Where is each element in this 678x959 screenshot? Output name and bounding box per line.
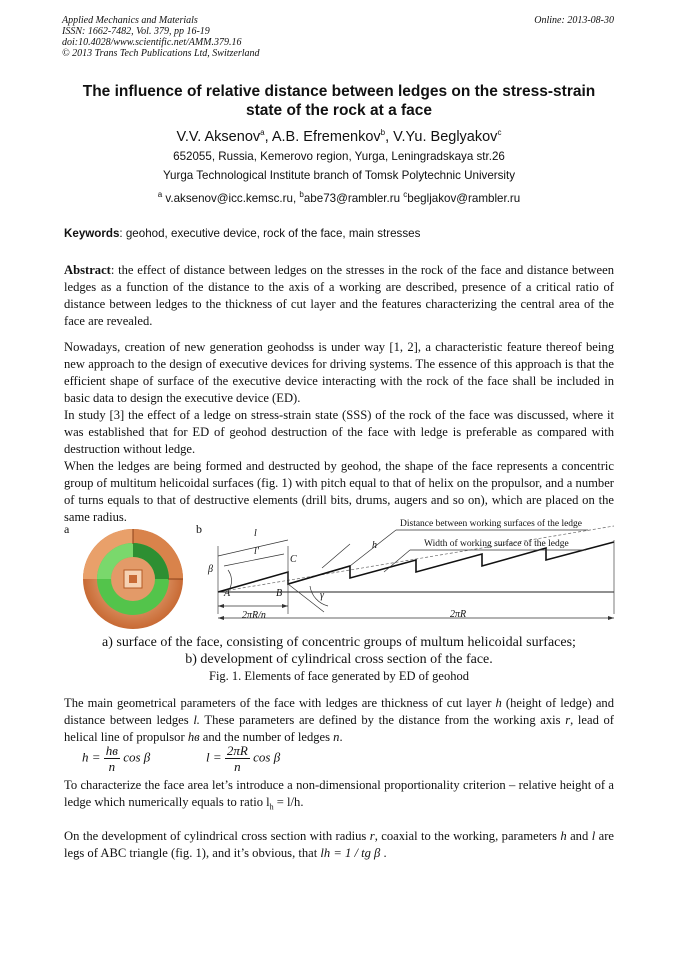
formula-l: l = $\frac{2\pi R}{n}$ cos β	[206, 743, 281, 774]
figure-label-b: b	[196, 522, 202, 536]
formula-h: h = $\frac{hв}{n}$ cos β	[82, 743, 151, 774]
author-2: , A.B. Efremenkov	[264, 128, 381, 145]
params-paragraph: The main geometrical parameters of the face with ledges are thickness of cut layer h (height of ledge) and distance between ledges l. These parameters are defined by the distance from the working axis r, lead of helical line of propulsor hв and the number of ledges n.	[64, 696, 614, 744]
email-c-sup: c	[403, 190, 408, 199]
label-h: h	[372, 540, 377, 551]
figure-caption-b: b) development of cylindrical cross section of the face.	[185, 652, 493, 667]
last-paragraph: On the development of cylindrical cross section with radius r, coaxial to the working, parameters h and l are legs of ABC triangle (fig. 1), and it’s obvious, that lh = 1 / tg β .	[64, 829, 614, 860]
email-a[interactable]: v.aksenov@icc.kemsc.ru,	[162, 191, 300, 205]
authors	[40, 124, 638, 146]
author-2-sup: b	[380, 128, 386, 137]
annot-width: Width of working surface of the ledge	[424, 539, 569, 549]
email-c[interactable]: begljakov@rambler.ru	[407, 191, 521, 205]
figure-caption: Fig. 1. Elements of face generated by ED of geohod	[209, 669, 469, 683]
keywords-label: Keywords	[64, 227, 120, 240]
issn: ISSN: 1662-7482, Vol. 379, pp 16-19	[62, 26, 210, 37]
journal-name: Applied Mechanics and Materials	[62, 15, 198, 26]
body-text	[64, 339, 614, 526]
label-gamma: γ	[320, 590, 324, 601]
affiliation-institute: Yurga Technological Institute branch of Tomsk Polytechnic University	[162, 169, 516, 182]
affiliation	[40, 150, 638, 206]
figure-1	[64, 519, 624, 634]
abstract-text: : the effect of distance between ledges on the stresses in the rock of the face and distance between ledges as a function of the distance to the axis of a working are described, presence of a critical ratio of distance between ledges to the thickness of cut layer and the features characterizing the central area of the face are revealed.	[64, 263, 614, 328]
label-l-prime: l'	[254, 546, 259, 557]
paper-title	[40, 82, 638, 120]
paragraph-3: When the ledges are being formed and destructed by geohod, the shape of the face represents a concentric group of multitum helicoidal surfaces (fig. 1) with pitch equal to that of helix on the propulsor, and a number of turns equals to that of destructive elements (drill bits, drums, augers and so on), which are placed on the same radius.	[64, 459, 614, 524]
label-l: l	[254, 528, 257, 539]
journal-header	[62, 15, 402, 59]
paragraph-2: In study [3] the effect of a ledge on stress-strain state (SSS) of the rock of the face was discussed, where it was established that for ED of geohod destruction of the face with ledge is preferable as compared with destruction without ledge.	[64, 408, 614, 456]
title-line-1: The influence of relative distance between ledges on the stress-strain	[82, 83, 596, 100]
doi: doi:10.4028/www.scientific.net/AMM.379.16	[62, 37, 242, 48]
copyright: © 2013 Trans Tech Publications Ltd, Switzerland	[62, 48, 260, 59]
label-beta: β	[208, 564, 213, 575]
label-A: A	[224, 588, 231, 599]
email-a-sup: a	[157, 190, 163, 199]
label-2piR: 2πR	[450, 609, 467, 620]
keywords	[64, 227, 616, 241]
email-b-sup: b	[299, 190, 304, 199]
face-surface-image	[80, 526, 186, 632]
emails	[40, 188, 638, 206]
author-3: , V.Yu. Beglyakov	[385, 128, 498, 145]
title-line-2: state of the rock at a face	[245, 102, 433, 119]
abstract-label: Abstract	[64, 263, 111, 277]
annot-distance: Distance between working surfaces of the ledge	[400, 519, 583, 529]
paragraph-1: Nowadays, creation of new generation geohodss is under way [1, 2], a characteristic feature thereof being new approach to the design of executive devices for driving systems. The essence of this approach is that the efficient shape of surface of the executive device interacting with the rock of the face shall be included in basic data to design the executive device (ED).	[64, 340, 614, 405]
online-date: Online: 2013-08-30	[534, 15, 614, 26]
label-2piR-n: 2πR/n	[242, 610, 266, 621]
abstract	[64, 262, 614, 330]
label-B: B	[276, 588, 283, 599]
keywords-text: : geohod, executive device, rock of the face, main stresses	[119, 227, 421, 240]
figure-label-a: a	[64, 522, 70, 536]
author-3-sup: c	[497, 128, 502, 137]
label-C: C	[290, 554, 297, 565]
criterion-paragraph: To characterize the face area let’s introduce a non-dimensional proportionality criterion – relative height of a ledge which numerically equals to ratio $l_h = l/h$.	[64, 778, 614, 812]
affiliation-address: 652055, Russia, Kemerovo region, Yurga, Leningradskaya str.26	[173, 150, 505, 163]
author-1-sup: a	[260, 128, 265, 137]
inline-formula: lh = 1 / tg β	[320, 846, 381, 860]
author-1: V.V. Aksenov	[176, 128, 261, 145]
email-b[interactable]: abe73@rambler.ru	[303, 191, 404, 205]
figure-caption-a: a) surface of the face, consisting of concentric groups of multum helicoidal surfaces;	[102, 635, 576, 650]
